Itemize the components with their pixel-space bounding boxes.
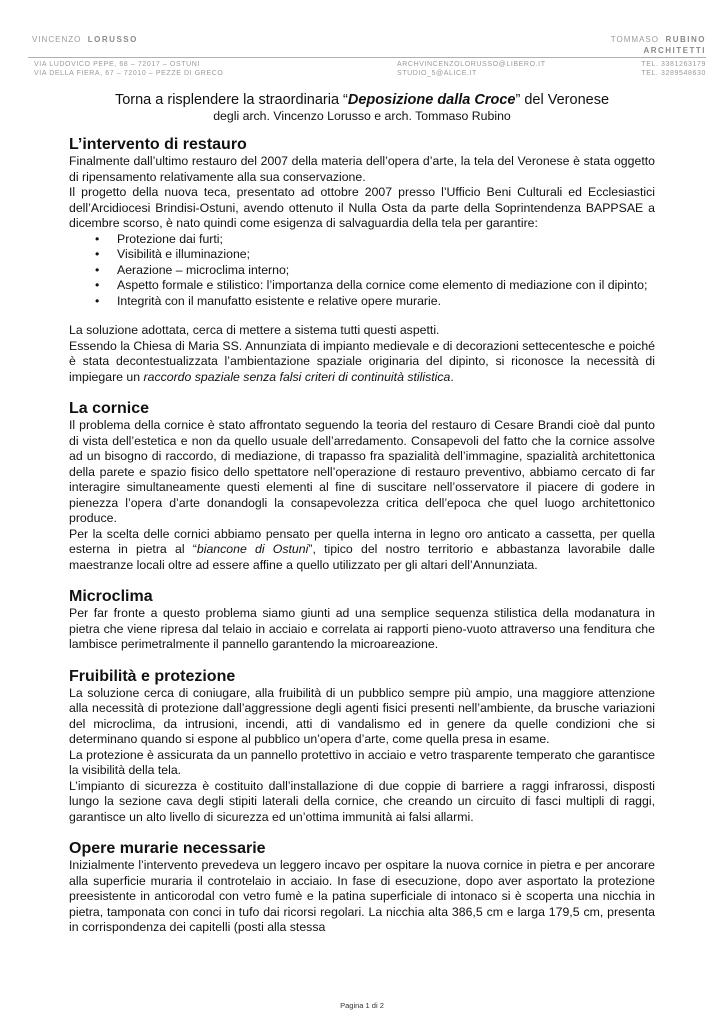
paragraph: Il problema della cornice è stato affrontato seguendo la teoria del restauro di Cesare Brandi cioè dal punto di vista dell’estetica e non da quello usuale dell’arredamento. Consapevoli del fatto che la cornice assolve ad un bisogno di raccordo, di mediazione, di trapasso fra spazialità dell’immagine, spazialità architettonica della parete e spazio fisico dello spettatore nell’operazione di restauro preventivo, abbiamo cercato di far interagire simultaneamente questi elementi al fine di suscitare nell’osservatore il piacere di godere in pienezza l’opera d’arte donandogli la consapevolezza critica dell’epoca che quel luogo architettonico produce. xyxy=(69,418,655,525)
paragraph xyxy=(69,339,655,386)
text-run: Essendo la Chiesa di Maria SS. Annunziata di impianto medievale e di decorazioni settecentesche e poiché è stata decontestualizzata l’ambientazione spaziale originaria del dipinto, si riconosce la necessità di impiegare un xyxy=(69,338,655,384)
email-2: STUDIO_5@ALICE.IT xyxy=(397,70,477,77)
phone-1: TEL. 3381263179 xyxy=(641,61,706,68)
page-number: Pagina 1 di 2 xyxy=(340,1001,384,1010)
paragraph: Il progetto della nuova teca, presentato ad ottobre 2007 presso l’Ufficio Beni Culturali ed Ecclesiastici dell’Arcidiocesi Brindisi-Ostuni, avendo ottenuto il Nulla Osta da parte della Soprintendenza BAPPSAE a dicembre scorso, è nato quindi come esigenza di salvaguardia della tela per garantire: xyxy=(69,185,655,230)
paragraph: La protezione è assicurata da un pannello protettivo in acciaio e vetro trasparente temperato che garantisce la visibilità della tela. xyxy=(69,747,655,777)
email-1: ARCHVINCENZOLORUSSO@LIBERO.IT xyxy=(397,61,546,68)
section-heading-opere-murarie: Opere murarie necessarie xyxy=(69,840,266,857)
section-heading-microclima: Microclima xyxy=(69,588,153,605)
document-title xyxy=(69,92,655,109)
phone-2: TEL. 3289548630 xyxy=(641,70,706,77)
list-item: • Aerazione – microclima interno; xyxy=(107,263,655,279)
text-run: . xyxy=(450,369,454,384)
requirements-list xyxy=(69,232,655,310)
list-item: • Visibilità e illuminazione; xyxy=(107,247,655,263)
left-last-name: LORUSSO xyxy=(87,35,138,44)
paragraph: Per far fronte a questo problema siamo giunti ad una semplice sequenza stilistica della modanatura in pietra che viene ripresa dal telaio in acciaio e correlata ai rapporti pieno-vuoto attraverso una fenditura che lambisce perimetralmente il pannello garantendo la microareazione. xyxy=(69,606,655,651)
address-2: VIA DELLA FIERA, 67 – 72010 – PEZZE DI GRECO xyxy=(34,70,224,77)
section-heading-cornice: La cornice xyxy=(69,400,150,417)
paragraph: La soluzione cerca di coniugare, alla fruibilità di un pubblico sempre più ampio, una maggiore attenzione alla necessità di protezione dall’aggressione degli agenti fisici presenti nell’ambiente, da brusche variazioni del microclima, da intrusioni, incendi, atti di vandalismo ed in genere da quelle condizioni che si determinano quando si espone al pubblico un’opera d’arte, come quella presa in esame. xyxy=(69,685,655,746)
text-run: ”, tipico del nostro territorio e abbastanza lavorabile dalle maestranze locali oltre ad essere affine a quello utilizzato per gli altari dell’Annunziata. xyxy=(69,542,656,572)
section-heading-intervento: L’intervento di restauro xyxy=(69,136,247,153)
title-prefix: Torna a risplendere la straordinaria “ xyxy=(114,92,348,108)
document-body xyxy=(69,92,655,936)
address-1: VIA LUDOVICO PEPE, 68 – 72017 – OSTUNI xyxy=(34,61,200,68)
list-item: • Integrità con il manufatto esistente e relative opere murarie. xyxy=(107,294,655,310)
list-item: • Aspetto formale e stilistico: l’importanza della cornice come elemento di mediazione con il dipinto; xyxy=(107,278,655,294)
title-artwork: Deposizione dalla Croce xyxy=(347,92,516,108)
text-run: Per la scelta delle cornici abbiamo pensato per quella interna in legno oro anticato a cassetta, per quella esterna in pietra al “ xyxy=(69,526,655,556)
right-first-name: TOMMASO xyxy=(610,35,659,44)
title-suffix: ” del Veronese xyxy=(515,92,610,108)
italic-run: biancone di Ostuni xyxy=(196,542,309,556)
paragraph xyxy=(69,527,655,574)
italic-run: raccordo spaziale senza falsi criteri di continuità stilistica xyxy=(143,369,451,384)
section-heading-fruibilita: Fruibilità e protezione xyxy=(69,667,236,685)
paragraph: La soluzione adottata, cerca di mettere a sistema tutti questi aspetti. xyxy=(69,323,440,337)
list-item: • Protezione dai furti; xyxy=(107,232,655,248)
left-architect-name xyxy=(32,35,138,44)
studio-label: ARCHITETTI xyxy=(643,46,706,55)
right-last-name: RUBINO xyxy=(665,35,706,44)
letterhead-divider xyxy=(28,57,706,58)
paragraph: Inizialmente l’intervento prevedeva un leggero incavo per ospitare la nuova cornice in pietra e per ancorare alla superficie muraria il controtelaio in acciaio. In fase di esecuzione, dopo aver asportato la protezione preesistente in anticorodal con vetro fumè e la patina superficiale di intonaco si è scoperta una nicchia in pietra, tamponata con conci in tufo dai ricorsi regolari. La nicchia alta 386,5 cm e larga 179,5 cm, presenta in corrispondenza dei capitelli (posti alla stessa xyxy=(69,858,655,934)
document-subtitle: degli arch. Vincenzo Lorusso e arch. Tommaso Rubino xyxy=(213,109,511,123)
paragraph: Finalmente dall’ultimo restauro del 2007 della materia dell’opera d’arte, la tela del Veronese è stata oggetto di ripensamento relativamente alla sua conservazione. xyxy=(69,154,655,184)
right-architect-name xyxy=(611,35,706,44)
paragraph: L’impianto di sicurezza è costituito dall’installazione di due coppie di barriere a raggi infrarossi, disposti lungo la sezione cava degli stipiti laterali della cornice, che creando un circuito di fasci multipli di raggi, garantisce un alto livello di sicurezza ed un’ottima immunità ai falsi allarmi. xyxy=(69,778,655,824)
left-first-name: VINCENZO xyxy=(32,35,82,44)
letterhead xyxy=(0,0,724,80)
